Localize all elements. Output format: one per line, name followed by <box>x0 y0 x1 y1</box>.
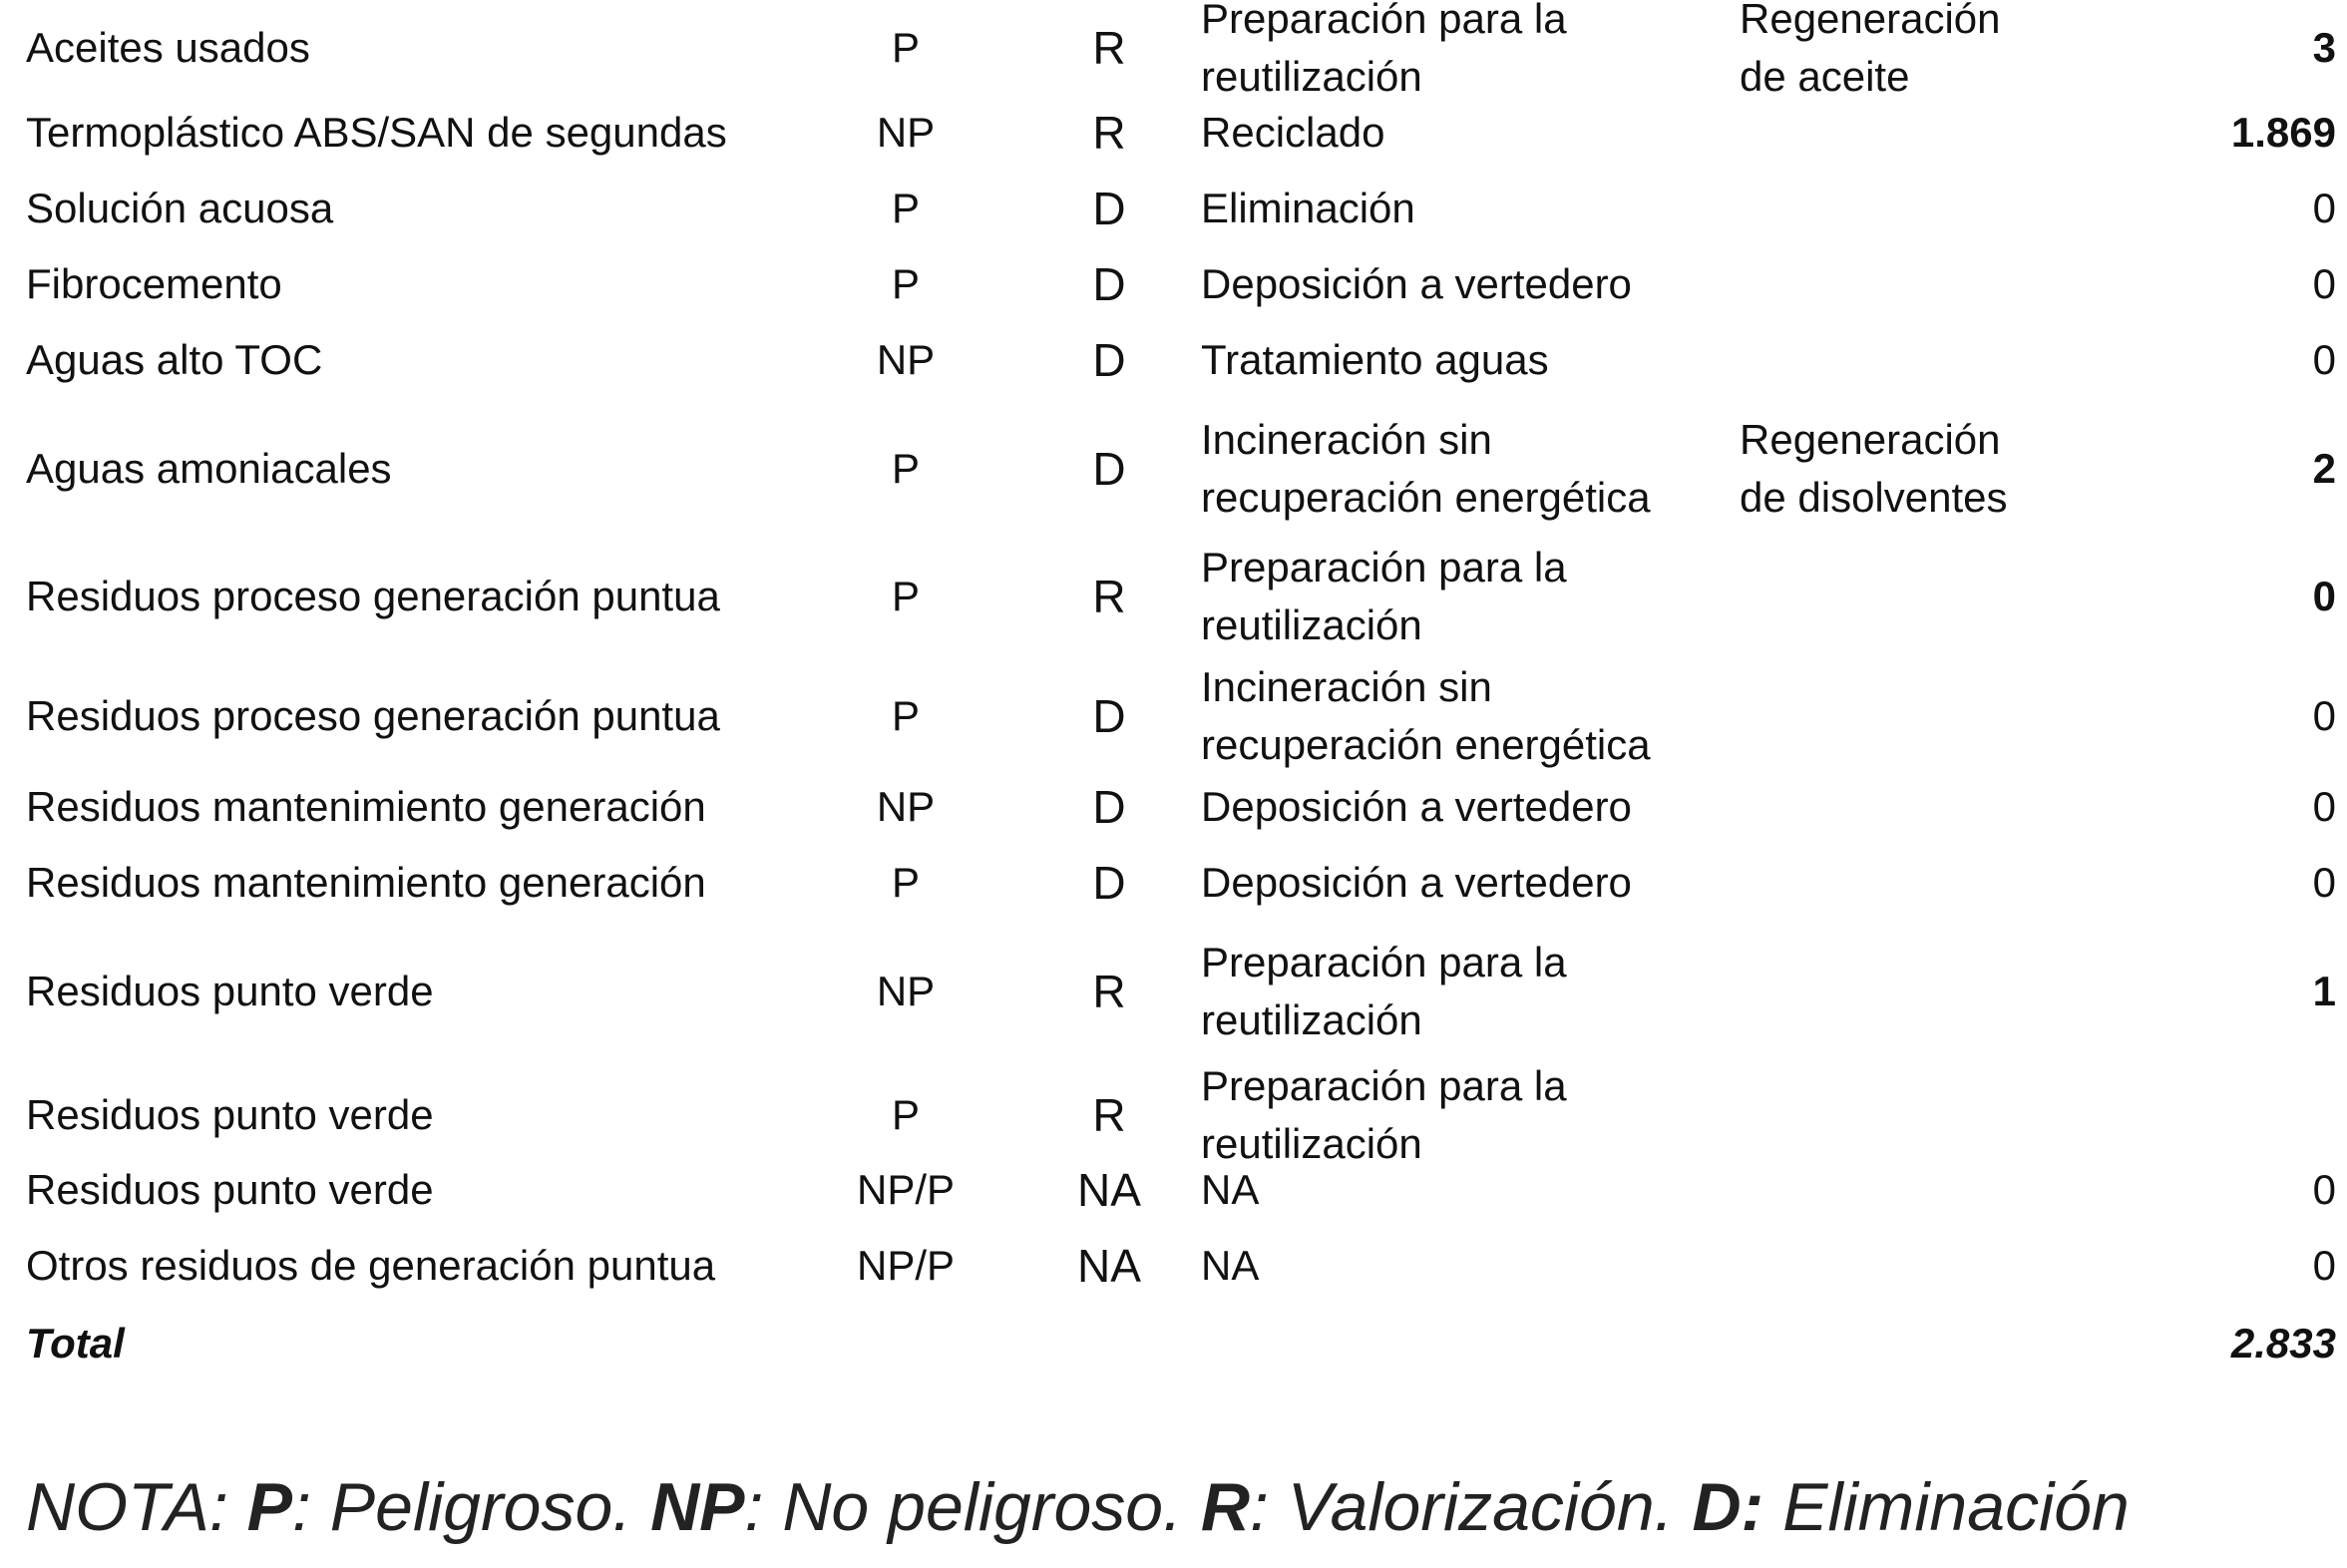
waste-operation: Incineración sin recuperación energética <box>1201 416 1651 521</box>
note-p-text: : Peligroso. <box>292 1469 651 1545</box>
waste-category: NA <box>1077 1240 1141 1292</box>
waste-name: Residuos proceso generación puntua <box>26 692 720 739</box>
waste-operation: NA <box>1201 1166 1260 1213</box>
waste-operation: Deposición a vertedero <box>1201 260 1632 307</box>
waste-quantity: 0 <box>2312 1166 2336 1213</box>
table-row <box>0 1161 2347 1219</box>
table-row <box>0 658 2347 774</box>
waste-operation: Tratamiento aguas <box>1201 336 1549 383</box>
waste-category: D <box>1092 443 1126 495</box>
waste-name: Residuos mantenimiento generación <box>26 783 706 830</box>
waste-category: R <box>1092 1089 1126 1141</box>
waste-operation: Eliminación <box>1201 185 1415 231</box>
waste-operation: Deposición a vertedero <box>1201 859 1632 906</box>
table-row <box>0 255 2347 313</box>
waste-name: Aceites usados <box>26 24 310 71</box>
waste-name: Residuos mantenimiento generación <box>26 859 706 906</box>
waste-name: Residuos punto verde <box>26 1166 434 1213</box>
waste-operation: Incineración sin recuperación energética <box>1201 663 1651 768</box>
waste-quantity: 0 <box>2312 185 2336 231</box>
waste-type: NP <box>876 968 936 1014</box>
waste-name: Aguas amoniacales <box>26 445 392 492</box>
waste-category: R <box>1092 22 1126 74</box>
waste-quantity: 1.869 <box>2230 109 2336 156</box>
waste-name: Residuos punto verde <box>26 968 434 1014</box>
waste-category: NA <box>1077 1164 1141 1216</box>
table-row <box>0 778 2347 836</box>
waste-type: P <box>891 185 920 231</box>
note-np-key: NP <box>650 1469 745 1545</box>
waste-type: NP <box>876 783 936 830</box>
waste-type: P <box>891 692 920 739</box>
note-r-text: : Valorización. <box>1249 1469 1693 1545</box>
waste-category: R <box>1092 107 1126 159</box>
waste-quantity: 0 <box>2312 260 2336 307</box>
waste-category: D <box>1092 334 1126 386</box>
waste-operation: Preparación para la reutilización <box>1201 1062 1567 1167</box>
waste-name: Otros residuos de generación puntua <box>26 1242 716 1289</box>
waste-type: P <box>891 1091 920 1138</box>
waste-type: NP/P <box>856 1166 956 1213</box>
note-r-key: R <box>1200 1469 1250 1545</box>
waste-quantity: 1 <box>2312 968 2336 1014</box>
total-value: 2.833 <box>2230 1320 2336 1367</box>
waste-quantity: 0 <box>2312 859 2336 906</box>
waste-quantity: 3 <box>2312 24 2336 71</box>
waste-quantity: 0 <box>2312 573 2336 619</box>
waste-type: P <box>891 260 920 307</box>
table-row <box>0 539 2347 654</box>
table-row <box>0 180 2347 237</box>
waste-name: Residuos punto verde <box>26 1091 434 1138</box>
table-row <box>0 331 2347 389</box>
waste-type: P <box>891 859 920 906</box>
note-prefix: NOTA: <box>26 1469 247 1545</box>
waste-operation: Deposición a vertedero <box>1201 783 1632 830</box>
waste-name: Fibrocemento <box>26 260 282 307</box>
waste-category: D <box>1092 690 1126 742</box>
waste-type: NP <box>876 336 936 383</box>
table-row <box>0 104 2347 162</box>
table-row <box>0 0 2347 100</box>
waste-operation-detail: Regeneración de aceite <box>1740 0 2001 100</box>
waste-quantity: 0 <box>2312 692 2336 739</box>
waste-operation: Preparación para la reutilización <box>1201 939 1567 1043</box>
waste-category: D <box>1092 857 1126 909</box>
waste-operation: NA <box>1201 1242 1260 1289</box>
note-d-text: Eliminación <box>1763 1469 2130 1545</box>
waste-type: NP <box>876 109 936 156</box>
table-row <box>0 1057 2347 1173</box>
waste-name: Residuos proceso generación puntua <box>26 573 720 619</box>
waste-category: D <box>1092 781 1126 833</box>
waste-category: D <box>1092 258 1126 310</box>
table-row <box>0 854 2347 912</box>
waste-operation: Preparación para la reutilización <box>1201 0 1567 100</box>
waste-quantity: 0 <box>2312 1242 2336 1289</box>
waste-type: P <box>891 24 920 71</box>
waste-category: R <box>1092 571 1126 622</box>
waste-category: R <box>1092 966 1126 1017</box>
table-row <box>0 1237 2347 1295</box>
waste-name: Aguas alto TOC <box>26 336 323 383</box>
note-legend <box>26 1466 2130 1548</box>
note-d-key: D: <box>1692 1469 1764 1545</box>
waste-name: Solución acuosa <box>26 185 334 231</box>
waste-type: P <box>891 445 920 492</box>
waste-operation: Reciclado <box>1201 109 1385 156</box>
table-row <box>0 934 2347 1049</box>
waste-operation: Preparación para la reutilización <box>1201 544 1567 648</box>
waste-quantity: 2 <box>2312 445 2336 492</box>
waste-type: P <box>891 573 920 619</box>
waste-name: Termoplástico ABS/SAN de segundas <box>26 109 727 156</box>
waste-type: NP/P <box>856 1242 956 1289</box>
total-row <box>0 1315 2347 1372</box>
waste-operation-detail: Regeneración de disolventes <box>1740 416 2008 521</box>
waste-category: D <box>1092 183 1126 234</box>
waste-quantity: 0 <box>2312 783 2336 830</box>
table-row <box>0 411 2347 527</box>
note-np-text: : No peligroso. <box>744 1469 1201 1545</box>
total-label: Total <box>26 1320 125 1367</box>
waste-quantity: 0 <box>2312 336 2336 383</box>
note-p-key: P <box>246 1469 292 1545</box>
